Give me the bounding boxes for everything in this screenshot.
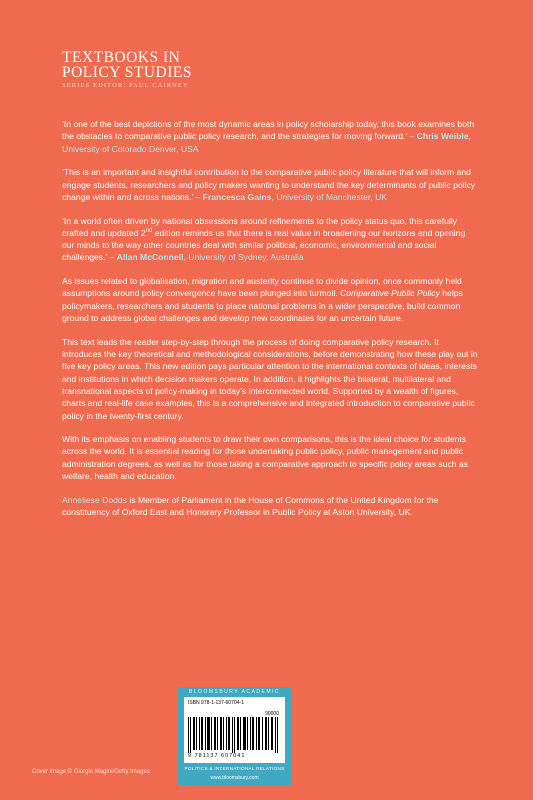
superscript: nd — [145, 228, 153, 234]
publisher-name: BLOOMSBURY ACADEMIC — [188, 689, 281, 695]
endorser-name: Allan McConnell — [116, 252, 184, 263]
endorser-name: Chris Weible — [416, 131, 469, 142]
description-paragraph: This text leads the reader step-by-step through the process of doing comparative policy research. It introduces the key theoretical and methodological considerations, before demonstrating how these play out in five key policy areas. This new edition pays particular attention to the international contexts of ideas, interests and institutions in which decision makers operate. In addition, it highlights the bilateral, multilateral and transnational aspects of policy-making in today’s interconnected world. Supported by a wealth of figures, charts and real-life case examples, this is a comprehensive and integrated introduction to comparative public policy in the twenty-first century. — [62, 336, 478, 421]
price-code: 90000 — [265, 711, 279, 717]
barcode-bars — [188, 717, 281, 753]
endorsement — [62, 118, 480, 155]
barcode-digits: 9 781137 607041 — [188, 753, 246, 759]
endorsement-quote: ‘In one of the best depictions of the most dynamic areas in policy scholarship today, this book examines both the obstacles to comparative public policy research, and the strategies for moving forward.’ — [62, 119, 475, 142]
author-bio-text: is Member of Parliament in the House of Commons of the United Kingdom for the constituency of Oxford East and Honorary Professor in Public Policy at Aston University, UK. — [62, 494, 439, 518]
endorser-affiliation: , University of Manchester, UK — [271, 191, 388, 202]
series-editor: SERIES EDITOR: PAUL CAIRNEY — [62, 82, 189, 89]
author-bio — [62, 494, 480, 519]
endorsement-dash: – — [407, 131, 417, 142]
subject-category: POLITICS & INTERNATIONAL RELATIONS — [184, 766, 285, 771]
barcode-panel — [178, 687, 291, 785]
author-name: Anneliese Dodds — [62, 494, 127, 505]
description-text: helps policymakers, researchers and students to place national problems in a wider perspective, build common ground to address global challenges and develop new coordinates for an uncertain future. — [62, 288, 463, 324]
endorsement-quote: ‘This is an important and insightful contribution to the comparative public policy literature that will inform and engage students, researchers and policy makers wanting to understand the key determinants of public policy change within and across nations.’ — [62, 167, 476, 202]
endorser-name: Francesca Gains — [202, 191, 272, 202]
back-cover-text — [62, 118, 480, 530]
publisher-website: www.bloomsbury.com — [210, 775, 259, 781]
cover-image-credit: Cover image © Giorgio Magini/Getty Images — [32, 769, 150, 775]
description-paragraph — [62, 275, 480, 324]
series-header — [62, 50, 362, 89]
isbn: ISBN 978-1-137-60704-1 — [188, 700, 244, 706]
endorser-affiliation: , University of Sydney, Australia — [183, 252, 304, 263]
book-title: Comparative Public Policy — [340, 288, 440, 299]
endorsement-dash: – — [107, 252, 117, 263]
description-text: As issues related to globalisation, migration and austerity continue to divide opinion, once commonly held assumptions around policy convergence have been plunged into turmoil. — [62, 276, 462, 299]
endorsement-dash: – — [193, 191, 203, 202]
endorsement — [62, 215, 480, 264]
endorsement-quote-cont: edition reminds us that there is real value in broadening our horizons and opening our minds to the way other countries deal with similar political, economic, environmental and social challenges.’ — [62, 227, 466, 263]
endorser-affiliation: , University of Colorado Denver, USA — [62, 131, 471, 154]
endorsement-quote: ‘In a world often driven by national obsessions around refinements to the policy status quo, this carefully crafted and updated 2 — [62, 215, 458, 238]
endorsement — [62, 166, 480, 203]
description-paragraph: With its emphasis on enabling students to draw their own comparisons, this is the ideal choice for students across the world. It is essential reading for those undertaking public policy, public management and public administration degrees, as well as for those taking a comparative approach to specific policy areas such as welfare, health and education. — [62, 434, 469, 482]
barcode — [184, 697, 285, 763]
series-title: TEXTBOOKS IN POLICY STUDIES — [62, 49, 193, 81]
